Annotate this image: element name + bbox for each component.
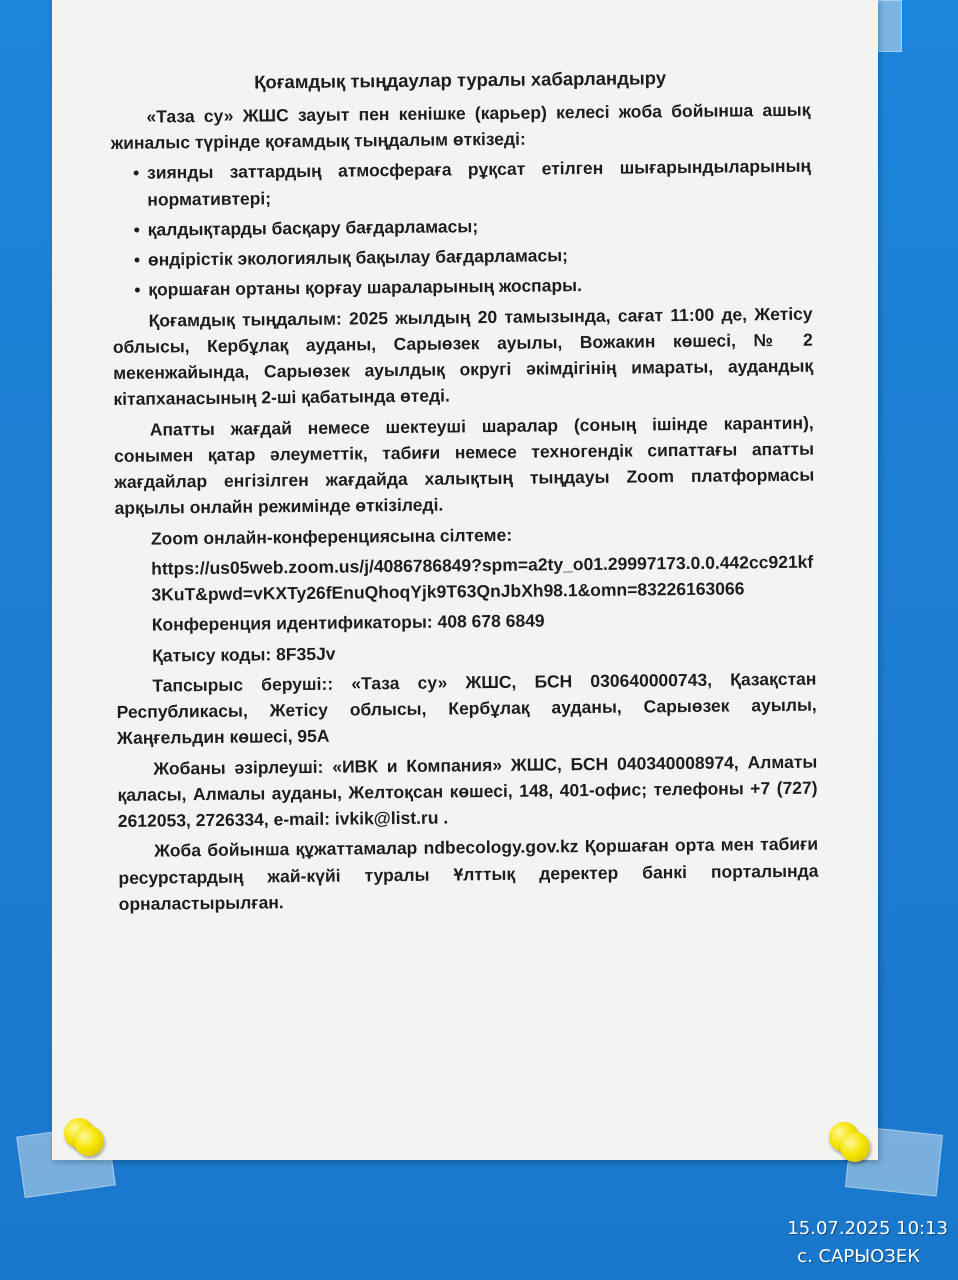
customer-info: Тапсырыс беруші:: «Таза су» ЖШС, БСН 030640000743, Қазақстан Республикасы, Жетісу облысы, Кербұлақ ауданы, Сарыөзек ауылы, Жаңғельдин көшесі, 95А xyxy=(116,668,817,749)
topic-item: • қоршаған ортаны қорғау шараларының жоспары. xyxy=(112,270,812,304)
emergency-note: Апатты жағдай немесе шектеуші шаралар (соның ішінде карантин), сонымен қатар әлеуметтік, табиғи немесе техногендік сипаттағы апатты жағдайлар енгізілген жағдайда халықтың тыңдауы Zoom платформасы арқылы онлайн режимінде өткізіледі. xyxy=(113,412,815,519)
bullet-icon: • xyxy=(132,162,140,184)
notice-content xyxy=(110,63,819,921)
photo-datetime: 15.07.2025 10:13 xyxy=(787,1218,948,1239)
notice-paper xyxy=(52,0,878,1160)
hearing-details: Қоғамдық тыңдалым: 2025 жылдың 20 тамызында, сағат 11:00 де, Жетісу облысы, Кербұлақ ауданы, Сарыөзек ауылы, Вожакин көшесі, № 2 мекенжайында, Сарыөзек ауылдық округі әкімдігінің имараты, аудандық кітапханасының 2-ші қабатында өтеді. xyxy=(112,303,814,410)
zoom-link-label: Zoom онлайн-конференциясына сілтеме: xyxy=(150,524,513,549)
yellow-pin-icon xyxy=(840,1132,870,1162)
bullet-icon: • xyxy=(133,249,141,270)
topic-item: • қалдықтарды басқару бағдарламасы; xyxy=(112,209,812,243)
notice-intro: «Таза су» ЖШС зауыт пен кенішке (карьер) келесі жоба бойынша ашық жиналыс түрінде қоғамдық тыңдалым өткізеді: xyxy=(110,99,811,153)
yellow-pin-icon xyxy=(74,1126,104,1156)
topic-list xyxy=(111,153,812,304)
bullet-icon: • xyxy=(134,279,141,301)
bullet-icon: • xyxy=(133,219,140,240)
zoom-link[interactable]: https://us05web.zoom.us/j/4086786849?spm=a2ty_o01.29997173.0.0.442cc921kf3KuT&pwd=vKXTy26fEnuQhoqYjk9T63QnJbXh98.1&omn=83226163066 xyxy=(151,551,814,605)
photo-location: с. САРЫОЗЕК xyxy=(797,1246,920,1267)
access-code: Қатысу коды: 8F35Jv xyxy=(152,643,336,666)
notice-title: Қоғамдық тыңдаулар туралы хабарландыру xyxy=(254,67,667,93)
topic-item: • зиянды заттардың атмосфераға рұқсат етілген шығарындыларының нормативтері; xyxy=(132,155,812,210)
developer-info: Жобаны әзірлеуші: «ИВК и Компания» ЖШС, БСН 040340008974, Алматы қаласы, Алмалы ауданы, Желтоқсан көшесі, 148, 401-офис; телефоны +7 (727) 2612053, 2726334, e-mail: ivkik@list.ru . xyxy=(117,751,818,831)
topic-item: • өндірістік экологиялық бақылау бағдарламасы; xyxy=(112,240,812,274)
documents-info: Жоба бойынша құжаттамалар ndbecology.gov.kz Қоршаған орта мен табиғи ресурстардың жай-күйі туралы Ұлттық деректер банкі порталында орналастырылған. xyxy=(118,833,819,914)
conference-id: Конференция идентификаторы: 408 678 6849 xyxy=(151,610,545,635)
